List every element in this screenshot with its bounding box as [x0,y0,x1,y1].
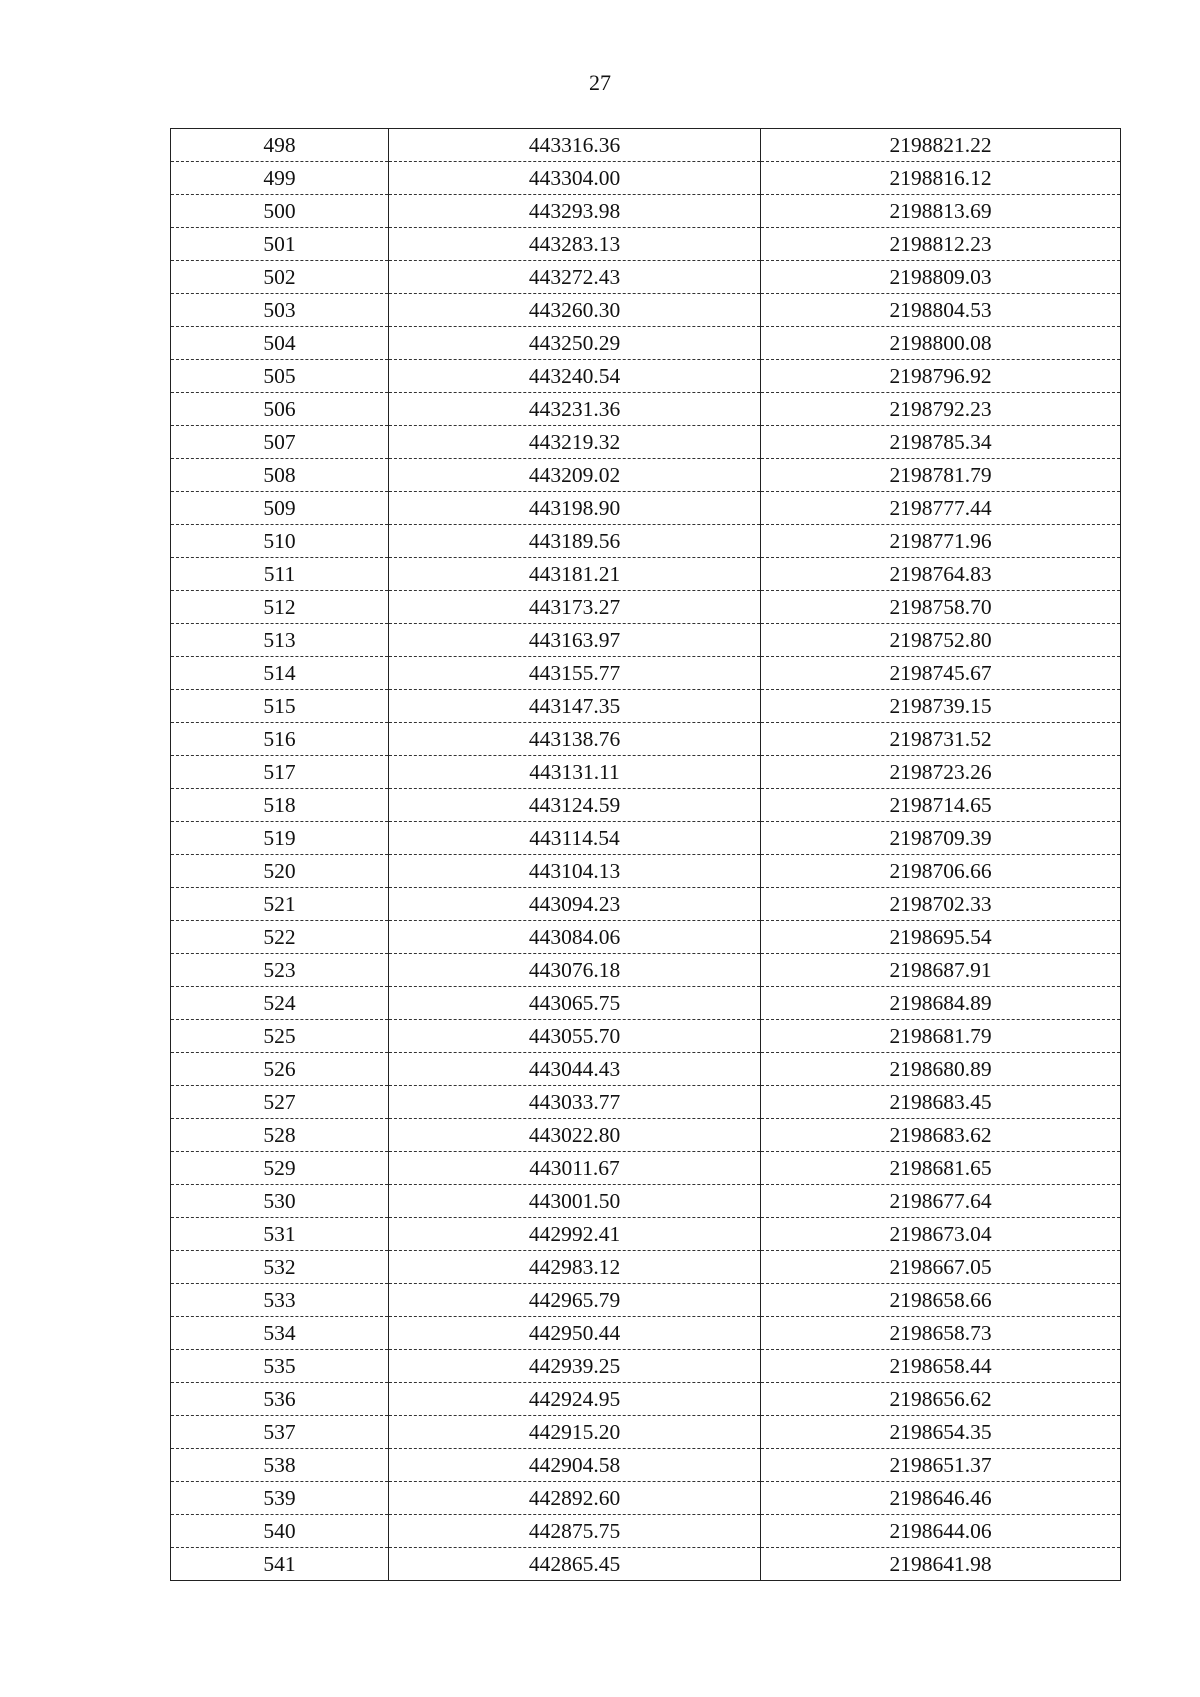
point-number-cell: 524 [171,987,389,1020]
x-coordinate-cell: 443250.29 [389,327,761,360]
x-coordinate-cell: 443219.32 [389,426,761,459]
table-row [171,327,1121,360]
x-coordinate-cell: 443316.36 [389,129,761,162]
y-coordinate-cell: 2198781.79 [761,459,1121,492]
x-coordinate-cell: 443209.02 [389,459,761,492]
table-row [171,492,1121,525]
x-coordinate-cell: 443033.77 [389,1086,761,1119]
y-coordinate-cell: 2198813.69 [761,195,1121,228]
table-row [171,1185,1121,1218]
table-row [171,657,1121,690]
point-number-cell: 504 [171,327,389,360]
point-number-cell: 503 [171,294,389,327]
x-coordinate-cell: 443114.54 [389,822,761,855]
x-coordinate-cell: 443198.90 [389,492,761,525]
x-coordinate-cell: 443173.27 [389,591,761,624]
x-coordinate-cell: 442904.58 [389,1449,761,1482]
table-row [171,1218,1121,1251]
y-coordinate-cell: 2198687.91 [761,954,1121,987]
table-row [171,261,1121,294]
x-coordinate-cell: 442939.25 [389,1350,761,1383]
point-number-cell: 526 [171,1053,389,1086]
y-coordinate-cell: 2198683.45 [761,1086,1121,1119]
table-row [171,624,1121,657]
y-coordinate-cell: 2198656.62 [761,1383,1121,1416]
x-coordinate-cell: 443138.76 [389,723,761,756]
y-coordinate-cell: 2198758.70 [761,591,1121,624]
x-coordinate-cell: 443181.21 [389,558,761,591]
table-row [171,1020,1121,1053]
x-coordinate-cell: 442875.75 [389,1515,761,1548]
point-number-cell: 501 [171,228,389,261]
x-coordinate-cell: 443231.36 [389,393,761,426]
x-coordinate-cell: 443240.54 [389,360,761,393]
table-row [171,921,1121,954]
point-number-cell: 516 [171,723,389,756]
point-number-cell: 525 [171,1020,389,1053]
table-row [171,1350,1121,1383]
point-number-cell: 536 [171,1383,389,1416]
x-coordinate-cell: 442924.95 [389,1383,761,1416]
table-row [171,195,1121,228]
y-coordinate-cell: 2198792.23 [761,393,1121,426]
table-row [171,162,1121,195]
table-row [171,1515,1121,1548]
y-coordinate-cell: 2198752.80 [761,624,1121,657]
table-row [171,888,1121,921]
x-coordinate-cell: 443272.43 [389,261,761,294]
x-coordinate-cell: 443076.18 [389,954,761,987]
y-coordinate-cell: 2198723.26 [761,756,1121,789]
y-coordinate-cell: 2198785.34 [761,426,1121,459]
table-row [171,822,1121,855]
y-coordinate-cell: 2198646.46 [761,1482,1121,1515]
x-coordinate-cell: 443293.98 [389,195,761,228]
y-coordinate-cell: 2198651.37 [761,1449,1121,1482]
x-coordinate-cell: 443084.06 [389,921,761,954]
table-row [171,1053,1121,1086]
x-coordinate-cell: 442983.12 [389,1251,761,1284]
y-coordinate-cell: 2198812.23 [761,228,1121,261]
coordinates-table [170,128,1121,1581]
point-number-cell: 509 [171,492,389,525]
x-coordinate-cell: 443124.59 [389,789,761,822]
table-row [171,294,1121,327]
point-number-cell: 537 [171,1416,389,1449]
point-number-cell: 527 [171,1086,389,1119]
y-coordinate-cell: 2198777.44 [761,492,1121,525]
point-number-cell: 529 [171,1152,389,1185]
table-row [171,1449,1121,1482]
point-number-cell: 540 [171,1515,389,1548]
y-coordinate-cell: 2198680.89 [761,1053,1121,1086]
point-number-cell: 523 [171,954,389,987]
y-coordinate-cell: 2198739.15 [761,690,1121,723]
x-coordinate-cell: 443283.13 [389,228,761,261]
y-coordinate-cell: 2198683.62 [761,1119,1121,1152]
point-number-cell: 541 [171,1548,389,1581]
point-number-cell: 531 [171,1218,389,1251]
x-coordinate-cell: 442950.44 [389,1317,761,1350]
table-row [171,1284,1121,1317]
point-number-cell: 519 [171,822,389,855]
y-coordinate-cell: 2198816.12 [761,162,1121,195]
table-row [171,459,1121,492]
y-coordinate-cell: 2198681.79 [761,1020,1121,1053]
table-row [171,1383,1121,1416]
point-number-cell: 498 [171,129,389,162]
table-row [171,1548,1121,1581]
point-number-cell: 534 [171,1317,389,1350]
table-row [171,855,1121,888]
table-row [171,690,1121,723]
x-coordinate-cell: 443131.11 [389,756,761,789]
point-number-cell: 539 [171,1482,389,1515]
y-coordinate-cell: 2198796.92 [761,360,1121,393]
y-coordinate-cell: 2198684.89 [761,987,1121,1020]
table-row [171,756,1121,789]
x-coordinate-cell: 443044.43 [389,1053,761,1086]
x-coordinate-cell: 443065.75 [389,987,761,1020]
y-coordinate-cell: 2198695.54 [761,921,1121,954]
table-row [171,1317,1121,1350]
x-coordinate-cell: 442892.60 [389,1482,761,1515]
table-row [171,129,1121,162]
coordinates-table-body [171,129,1121,1581]
point-number-cell: 521 [171,888,389,921]
y-coordinate-cell: 2198681.65 [761,1152,1121,1185]
x-coordinate-cell: 443011.67 [389,1152,761,1185]
point-number-cell: 505 [171,360,389,393]
x-coordinate-cell: 442992.41 [389,1218,761,1251]
point-number-cell: 517 [171,756,389,789]
point-number-cell: 520 [171,855,389,888]
y-coordinate-cell: 2198673.04 [761,1218,1121,1251]
point-number-cell: 535 [171,1350,389,1383]
point-number-cell: 512 [171,591,389,624]
y-coordinate-cell: 2198702.33 [761,888,1121,921]
x-coordinate-cell: 443094.23 [389,888,761,921]
x-coordinate-cell: 443189.56 [389,525,761,558]
point-number-cell: 513 [171,624,389,657]
point-number-cell: 528 [171,1119,389,1152]
y-coordinate-cell: 2198731.52 [761,723,1121,756]
y-coordinate-cell: 2198658.44 [761,1350,1121,1383]
point-number-cell: 511 [171,558,389,591]
table-row [171,426,1121,459]
point-number-cell: 514 [171,657,389,690]
y-coordinate-cell: 2198641.98 [761,1548,1121,1581]
y-coordinate-cell: 2198771.96 [761,525,1121,558]
table-row [171,525,1121,558]
x-coordinate-cell: 443022.80 [389,1119,761,1152]
y-coordinate-cell: 2198677.64 [761,1185,1121,1218]
point-number-cell: 530 [171,1185,389,1218]
point-number-cell: 502 [171,261,389,294]
table-row [171,1251,1121,1284]
y-coordinate-cell: 2198654.35 [761,1416,1121,1449]
y-coordinate-cell: 2198714.65 [761,789,1121,822]
x-coordinate-cell: 442865.45 [389,1548,761,1581]
x-coordinate-cell: 443104.13 [389,855,761,888]
y-coordinate-cell: 2198706.66 [761,855,1121,888]
point-number-cell: 499 [171,162,389,195]
point-number-cell: 538 [171,1449,389,1482]
y-coordinate-cell: 2198745.67 [761,657,1121,690]
x-coordinate-cell: 443260.30 [389,294,761,327]
y-coordinate-cell: 2198709.39 [761,822,1121,855]
page-number: 27 [589,70,611,95]
x-coordinate-cell: 443055.70 [389,1020,761,1053]
table-row [171,360,1121,393]
point-number-cell: 518 [171,789,389,822]
y-coordinate-cell: 2198658.66 [761,1284,1121,1317]
x-coordinate-cell: 442965.79 [389,1284,761,1317]
point-number-cell: 508 [171,459,389,492]
point-number-cell: 507 [171,426,389,459]
table-row [171,228,1121,261]
x-coordinate-cell: 443304.00 [389,162,761,195]
table-row [171,987,1121,1020]
y-coordinate-cell: 2198800.08 [761,327,1121,360]
y-coordinate-cell: 2198658.73 [761,1317,1121,1350]
table-row [171,591,1121,624]
table-row [171,1086,1121,1119]
table-row [171,723,1121,756]
point-number-cell: 506 [171,393,389,426]
table-row [171,789,1121,822]
point-number-cell: 500 [171,195,389,228]
table-row [171,1152,1121,1185]
y-coordinate-cell: 2198667.05 [761,1251,1121,1284]
point-number-cell: 533 [171,1284,389,1317]
table-row [171,1416,1121,1449]
point-number-cell: 522 [171,921,389,954]
table-row [171,1119,1121,1152]
table-row [171,1482,1121,1515]
y-coordinate-cell: 2198644.06 [761,1515,1121,1548]
y-coordinate-cell: 2198821.22 [761,129,1121,162]
table-row [171,954,1121,987]
x-coordinate-cell: 443155.77 [389,657,761,690]
point-number-cell: 532 [171,1251,389,1284]
table-row [171,393,1121,426]
y-coordinate-cell: 2198809.03 [761,261,1121,294]
point-number-cell: 515 [171,690,389,723]
point-number-cell: 510 [171,525,389,558]
x-coordinate-cell: 443163.97 [389,624,761,657]
x-coordinate-cell: 443147.35 [389,690,761,723]
y-coordinate-cell: 2198764.83 [761,558,1121,591]
x-coordinate-cell: 443001.50 [389,1185,761,1218]
y-coordinate-cell: 2198804.53 [761,294,1121,327]
x-coordinate-cell: 442915.20 [389,1416,761,1449]
table-row [171,558,1121,591]
